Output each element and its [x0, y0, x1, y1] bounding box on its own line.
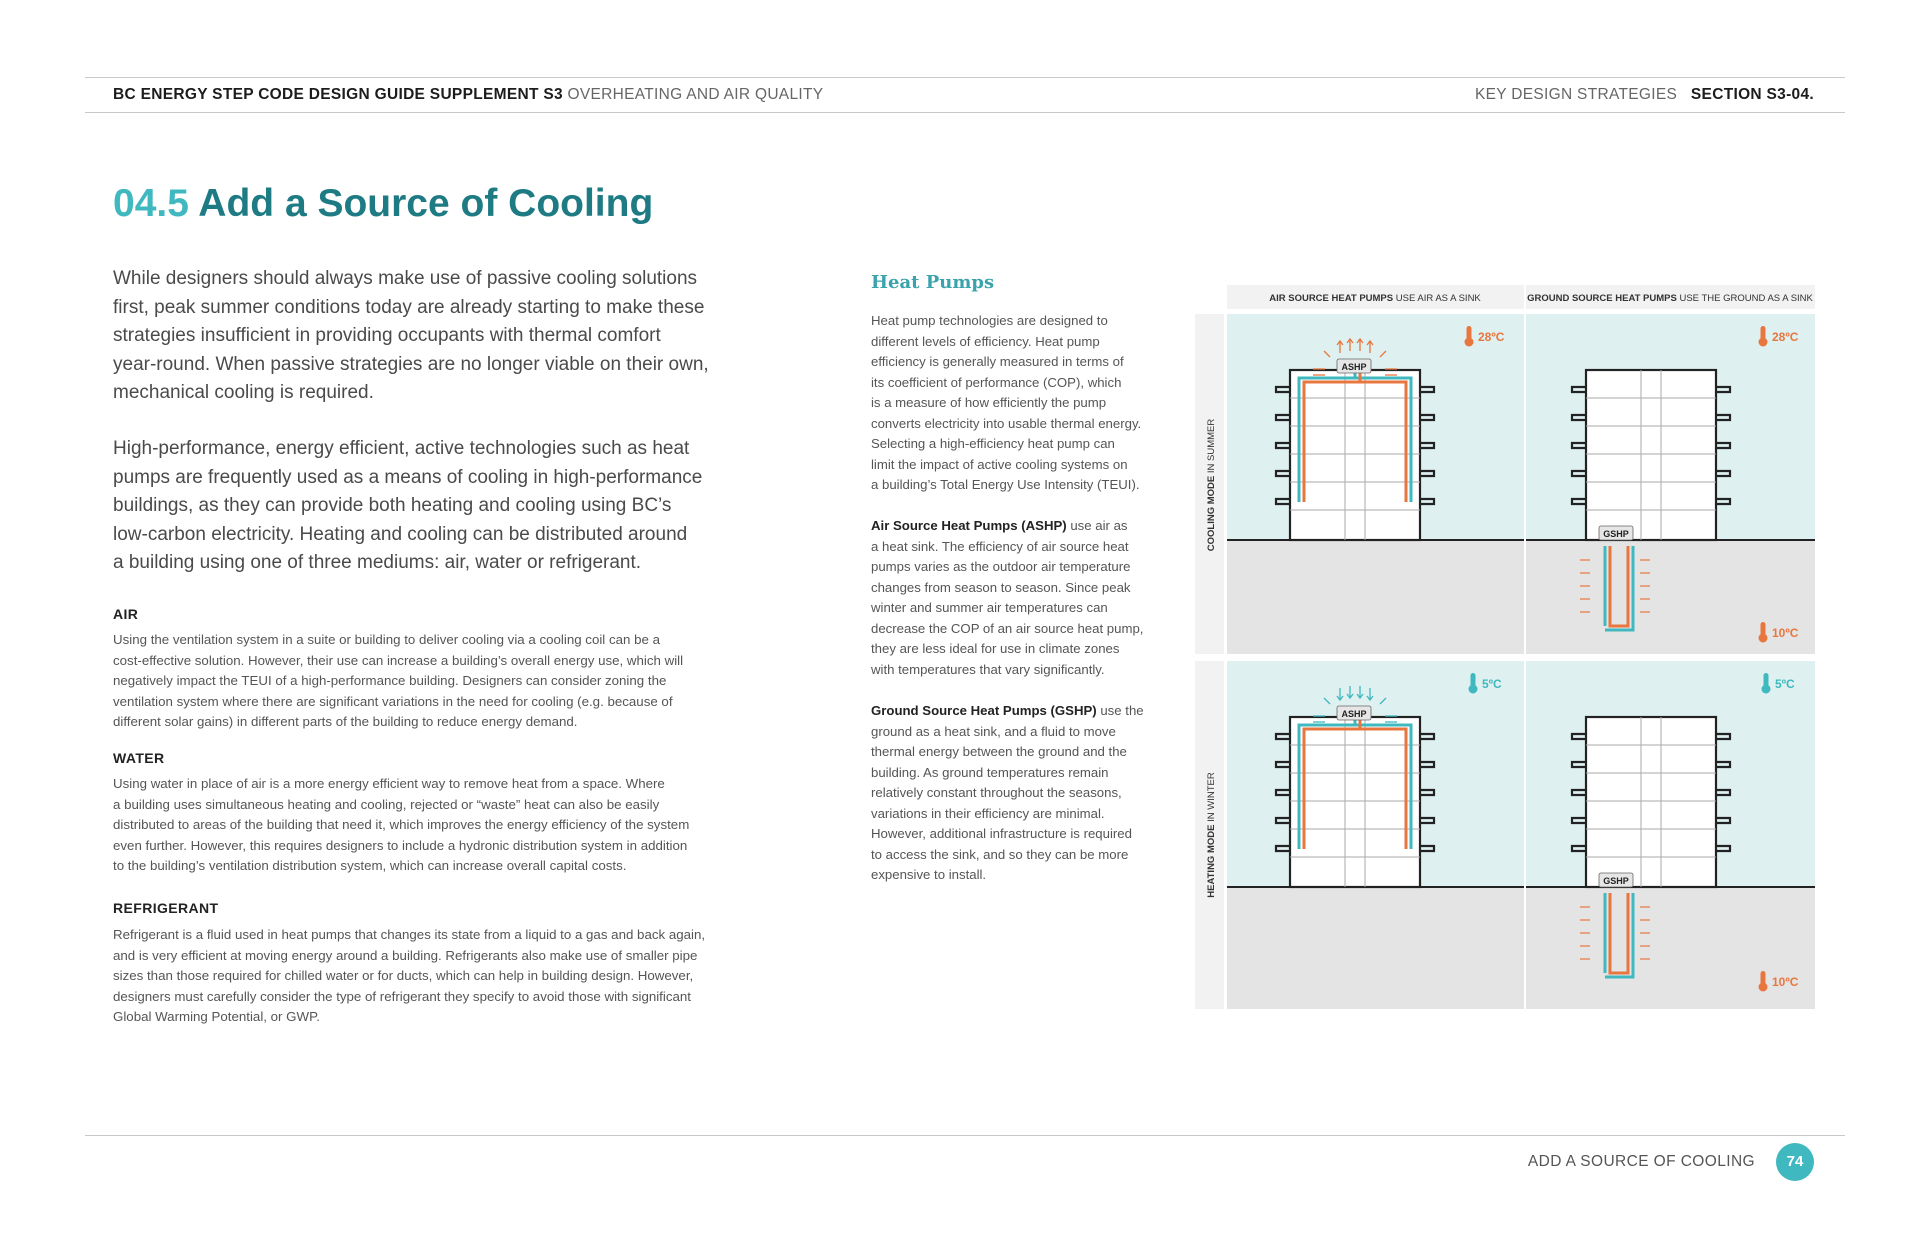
text-line: converts electricity into usable thermal energy.: [871, 415, 1142, 431]
text-line: to the building’s ventilation distribution system, which can increase overall capital costs.: [113, 858, 627, 874]
text-line: even further. However, this requires designers to include a hydronic distribution system in addition: [113, 837, 688, 853]
text-line: use air as: [1066, 518, 1128, 533]
text-line: mechanical cooling is required.: [113, 382, 374, 403]
row-header-summer: [1206, 419, 1217, 552]
text-line: winter and summer air temperatures can: [871, 600, 1108, 615]
text-line: a heat sink. The efficiency of air source heat: [871, 538, 1129, 554]
text-line: While designers should always make use of passive cooling solutions: [113, 268, 698, 289]
row-header-winter: [1206, 772, 1217, 898]
text-line: ventilation system where there are significant variations in the need for cooling (e.g. because of: [113, 693, 673, 709]
row-header-winter-light: IN WINTER: [1206, 772, 1217, 825]
text-line: decrease the COP of an air source heat pump,: [871, 620, 1144, 636]
text-line: buildings, as they can provide both heating and cooling using BC’s: [113, 495, 672, 516]
header-rule-top: [85, 77, 1845, 78]
panel-ashp-winter: [1227, 661, 1524, 1009]
guide-subtitle: OVERHEATING AND AIR QUALITY: [567, 86, 824, 103]
air-temp-label: 5ºC: [1482, 677, 1502, 691]
ground-temp-label: 10ºC: [1772, 626, 1799, 640]
ashp-label: ASHP: [1341, 362, 1367, 372]
ashp-term: Air Source Heat Pumps (ASHP): [871, 518, 1067, 533]
text-line: a building uses simultaneous heating and cooling, rejected or “waste” heat can also be easily: [113, 796, 660, 812]
heading-water: WATER: [113, 750, 165, 766]
heading-refrigerant: REFRIGERANT: [113, 900, 219, 916]
text-line: year-round. When passive strategies are no longer viable on their own,: [113, 353, 709, 375]
text-line: a building’s Total Energy Use Intensity (TEUI).: [871, 477, 1140, 492]
paragraph-refrigerant: [113, 925, 743, 1028]
gshp-term: Ground Source Heat Pumps (GSHP): [871, 703, 1097, 718]
col-header-gshp-bold: GROUND SOURCE HEAT PUMPS: [1527, 293, 1677, 304]
heading-air: AIR: [113, 606, 139, 622]
intro-paragraph-2: [113, 435, 733, 578]
text-line: pumps varies as the outdoor air temperature: [871, 559, 1131, 574]
col-header-gshp: [1527, 293, 1813, 304]
text-line: sizes than those required for chilled water or for ducts, which can help in building design. However,: [113, 968, 694, 984]
text-line: ground as a heat sink, and a fluid to move: [871, 723, 1116, 739]
section-title: Add a Source of Cooling: [198, 182, 654, 225]
text-line: efficiency is generally measured in terms of: [871, 354, 1124, 369]
paragraph-water: [113, 774, 743, 877]
text-line: they are less ideal for use in climate zones: [871, 641, 1120, 656]
text-line: strategies insufficient in providing occupants with thermal comfort: [113, 325, 661, 346]
footer-label: ADD A SOURCE OF COOLING: [1527, 1153, 1755, 1170]
text-line: Global Warming Potential, or GWP.: [113, 1009, 320, 1025]
text-line: High-performance, energy efficient, active technologies such as heat: [113, 438, 690, 459]
header-rule-bottom: [85, 112, 1845, 113]
paragraph-air: [113, 630, 743, 733]
text-line: Using the ventilation system in a suite or building to deliver cooling via a cooling coil can be a: [113, 632, 660, 647]
text-line: changes from season to season. Since peak: [871, 579, 1131, 595]
text-line: distributed to areas of the building that need it, which improves the energy efficiency of the system: [113, 817, 690, 833]
col-header-ashp: [1269, 293, 1481, 304]
text-line: use the: [1096, 703, 1144, 718]
text-line: low-carbon electricity. Heating and cooling can be distributed around: [113, 523, 688, 545]
heat-pumps-intro: [871, 311, 1163, 496]
header-section: [1475, 86, 1814, 104]
text-line: first, peak summer conditions today are already starting to make these: [113, 296, 705, 318]
text-line: and is very efficient at moving energy around a building. Refrigerants also make use of smaller pipe: [113, 947, 698, 963]
text-line: relatively constant throughout the seasons,: [871, 785, 1122, 800]
text-line: expensive to install.: [871, 867, 987, 882]
text-line: to access the sink, and so they can be more: [871, 846, 1129, 862]
section-label: SECTION S3-04.: [1690, 86, 1814, 103]
gshp-label: GSHP: [1603, 876, 1629, 886]
row-header-winter-bold: HEATING MODE: [1206, 824, 1217, 898]
text-line: However, additional infrastructure is required: [871, 826, 1132, 841]
text-line: designers must carefully consider the type of refrigerant they specify to avoid those with significant: [113, 988, 691, 1004]
text-line: cost-effective solution. However, their use can increase a building’s overall energy use, which will: [113, 652, 684, 668]
text-line: variations in their efficiency are minimal.: [871, 805, 1105, 821]
air-temp-label: 5ºC: [1775, 677, 1795, 691]
chapter-label: KEY DESIGN STRATEGIES: [1474, 86, 1678, 103]
col-header-ashp-bold: AIR SOURCE HEAT PUMPS: [1269, 293, 1394, 304]
text-line: building. As ground temperatures remain: [871, 764, 1109, 780]
text-line: different levels of efficiency. Heat pump: [871, 333, 1100, 349]
row-header-summer-light: IN SUMMER: [1206, 418, 1217, 476]
air-temp-label: 28ºC: [1772, 330, 1799, 344]
page-number-badge: 74: [1776, 1143, 1814, 1181]
text-line: a building using one of three mediums: air, water or refrigerant.: [113, 552, 642, 573]
text-line: its coefficient of performance (COP), which: [871, 374, 1122, 390]
section-number: 04.5: [113, 182, 189, 225]
ashp-label: ASHP: [1341, 709, 1367, 719]
text-line: Refrigerant is a fluid used in heat pumps that changes its state from a liquid to a gas and back again,: [113, 927, 706, 942]
footer-rule: [85, 1135, 1845, 1136]
panel-ashp-summer: [1227, 314, 1524, 654]
row-header-summer-bold: COOLING MODE: [1206, 475, 1217, 552]
text-line: limit the impact of active cooling systems on: [871, 456, 1128, 472]
ashp-paragraph: [871, 516, 1163, 680]
text-line: pumps are frequently used as a means of cooling in high-performance: [113, 466, 703, 488]
air-temp-label: 28ºC: [1478, 330, 1505, 344]
header-guide-title: [113, 86, 823, 104]
gshp-paragraph: [871, 701, 1163, 886]
intro-paragraph-1: [113, 265, 733, 408]
heat-pump-diagram: [1195, 285, 1815, 1010]
text-line: Using water in place of air is a more energy efficient way to remove heat from a space. Where: [113, 776, 665, 791]
text-line: thermal energy between the ground and the: [871, 744, 1127, 759]
text-line: different solar gains) in different parts of the building to reduce energy demand.: [113, 714, 578, 730]
col-header-gshp-light: USE THE GROUND AS A SINK: [1676, 293, 1813, 304]
ground-temp-label: 10ºC: [1772, 975, 1799, 989]
guide-title: BC ENERGY STEP CODE DESIGN GUIDE SUPPLEMENT S3: [113, 86, 563, 103]
text-line: is a measure of how efficiently the pump: [871, 395, 1107, 410]
heat-pumps-title: Heat Pumps: [871, 272, 995, 293]
col-header-ashp-light: USE AIR AS A SINK: [1393, 293, 1481, 304]
page-title: [113, 182, 653, 226]
text-line: Heat pump technologies are designed to: [871, 313, 1108, 328]
panel-gshp-summer: [1526, 314, 1815, 654]
text-line: Selecting a high-efficiency heat pump can: [871, 436, 1115, 451]
panel-gshp-winter: [1526, 661, 1815, 1009]
text-line: negatively impact the TEUI of a high-performance building. Designers can consider zoning the: [113, 673, 667, 689]
text-line: with temperatures that vary significantly.: [871, 661, 1105, 677]
gshp-label: GSHP: [1603, 529, 1629, 539]
